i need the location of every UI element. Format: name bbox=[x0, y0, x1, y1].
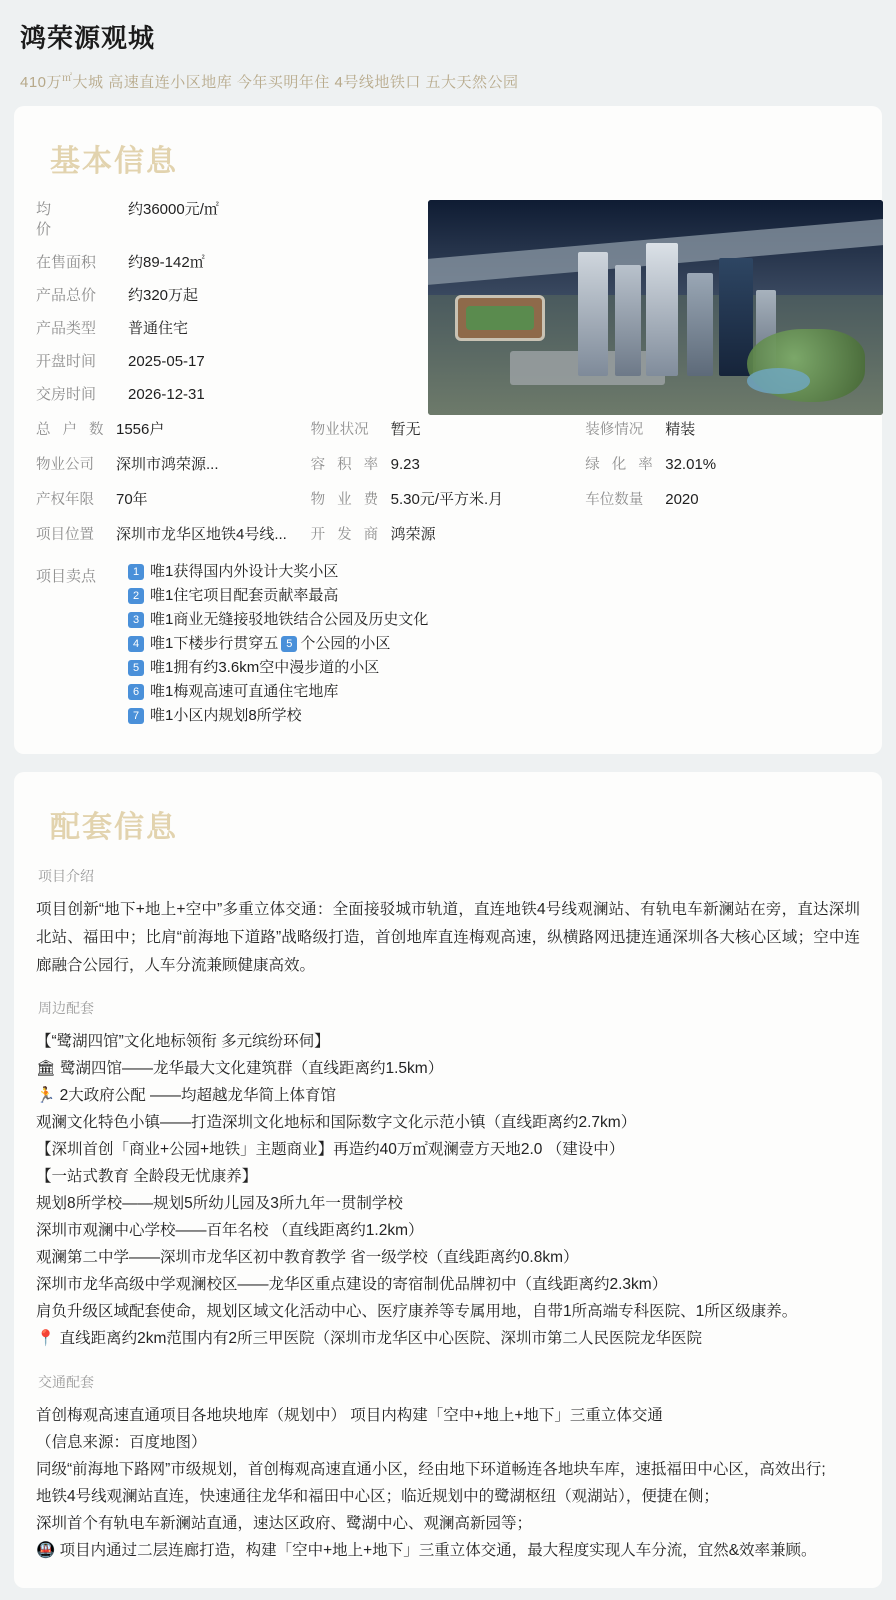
supporting-info-card bbox=[14, 772, 882, 1588]
info-value: 普通住宅 bbox=[128, 320, 189, 337]
point-text: 唯1住宅项目配套贡献率最高 bbox=[150, 587, 339, 604]
list-item: 规划8所学校——规划5所幼儿园及3所九年一贯制学校 bbox=[36, 1195, 403, 1212]
page-subtitle bbox=[20, 69, 876, 92]
point-number-badge: 2 bbox=[128, 588, 144, 604]
info-row bbox=[36, 286, 406, 306]
info-value: 鸿荣源 bbox=[390, 526, 436, 543]
selling-points bbox=[36, 562, 860, 730]
list-item: 【深圳首创「商业+公园+地铁」主题商业】再造约40万㎡观澜壹方天地2.0 （建设中） bbox=[36, 1141, 625, 1158]
project-intro-label: 项目介绍 bbox=[38, 868, 94, 884]
project-intro-text: 项目创新“地下+地上+空中”多重立体交通：全面接驳城市轨道，直连地铁4号线观澜站、有轨电车新澜站在旁，直达深圳北站、福田中；比肩“前海地下道路”战略级打造，首创地库直连梅观高速，纵横路网迅捷连通深圳各大核心区域；空中连廊融合公园行，人车分流兼顾健康高效。 bbox=[36, 901, 860, 974]
list-item: 首创梅观高速直通项目各地块地库（规划中） 项目内构建「空中+地上+地下」三重立体交通 bbox=[36, 1407, 663, 1424]
traffic-facilities-label: 交通配套 bbox=[38, 1374, 94, 1390]
info-label: 产品类型 bbox=[36, 320, 97, 337]
info-row bbox=[36, 420, 311, 440]
info-row bbox=[36, 455, 311, 475]
supporting-info-title: 配套信息 bbox=[50, 811, 178, 844]
info-value: 32.01% bbox=[665, 456, 717, 473]
info-row bbox=[36, 352, 406, 372]
point-text: 唯1商业无缝接驳地铁结合公园及历史文化 bbox=[150, 611, 429, 628]
basic-info-right-column bbox=[406, 200, 883, 418]
info-value: 1556户 bbox=[116, 421, 165, 438]
basic-info-title: 基本信息 bbox=[50, 145, 178, 178]
info-row bbox=[36, 385, 406, 405]
point-text-pre: 唯1下楼步行贯穿五 bbox=[150, 635, 279, 652]
info-label: 在售面积 bbox=[36, 254, 97, 271]
list-item bbox=[128, 682, 860, 702]
list-item: 观澜文化特色小镇——打造深圳文化地标和国际数字文化示范小镇（直线距离约2.7km） bbox=[36, 1114, 637, 1131]
point-text: 唯1小区内规划8所学校 bbox=[150, 707, 302, 724]
selling-points-list bbox=[128, 562, 860, 730]
info-label: 物 业 费 bbox=[310, 492, 383, 508]
list-item bbox=[128, 706, 860, 726]
info-label: 绿 化 率 bbox=[585, 457, 657, 473]
list-item: 【“鹭湖四馆”文化地标领衔 多元缤纷环伺】 bbox=[36, 1033, 330, 1050]
point-number-badge: 5 bbox=[128, 660, 144, 676]
list-item bbox=[128, 634, 860, 654]
info-row bbox=[311, 455, 586, 475]
info-row bbox=[36, 253, 406, 273]
info-value: 约320万起 bbox=[128, 287, 199, 304]
point-number-badge: 3 bbox=[128, 612, 144, 628]
info-label: 产品总价 bbox=[36, 287, 97, 304]
basic-info-card bbox=[14, 106, 882, 754]
info-row bbox=[36, 525, 311, 545]
info-value: 约89-142㎡ bbox=[128, 254, 205, 271]
selling-points-label: 项目卖点 bbox=[36, 568, 97, 585]
basic-info-grid bbox=[36, 420, 860, 560]
info-label: 车位数量 bbox=[585, 492, 644, 508]
info-row bbox=[36, 319, 406, 339]
list-item: 深圳市龙华高级中学观澜校区——龙华区重点建设的寄宿制优品牌初中（直线距离约2.3km） bbox=[36, 1276, 668, 1293]
info-label: 物业公司 bbox=[36, 457, 94, 473]
point-text: 唯1获得国内外设计大奖小区 bbox=[150, 563, 339, 580]
point-inline-badge: 5 bbox=[281, 636, 297, 652]
list-item: （信息来源：百度地图） bbox=[36, 1434, 207, 1451]
info-row bbox=[585, 420, 860, 440]
subtitle-rest: 大城 高速直连小区地库 今年买明年住 4号线地铁口 五大天然公园 bbox=[72, 74, 519, 91]
info-row bbox=[311, 525, 586, 545]
point-text-post: 个公园的小区 bbox=[300, 635, 391, 652]
project-photo bbox=[428, 200, 883, 415]
info-value: 深圳市龙华区地铁4号线... bbox=[116, 526, 287, 543]
list-item: 同级“前海地下路网”市级规划，首创梅观高速直通小区，经由地下环道畅连各地块车库，速抵福田中心区，高效出行; bbox=[36, 1461, 826, 1478]
list-item: 【一站式教育 全龄段无忧康养】 bbox=[36, 1168, 258, 1185]
list-item bbox=[128, 658, 860, 678]
info-label: 总 户 数 bbox=[36, 422, 108, 438]
point-number-badge: 6 bbox=[128, 684, 144, 700]
info-value: 暂无 bbox=[390, 421, 421, 438]
info-label: 容 积 率 bbox=[310, 457, 383, 473]
point-text: 唯1拥有约3.6km空中漫步道的小区 bbox=[150, 659, 380, 676]
info-label: 开 发 商 bbox=[310, 527, 383, 543]
info-label: 均 价 bbox=[36, 201, 109, 238]
list-item: 深圳首个有轨电车新澜站直通，速达区政府、鹭湖中心、观澜高新园等； bbox=[36, 1515, 533, 1532]
info-row bbox=[36, 200, 406, 240]
info-label: 产权年限 bbox=[36, 492, 94, 508]
point-number-badge: 1 bbox=[128, 564, 144, 580]
list-item: 观澜第二中学——深圳市龙华区初中教育教学 省一级学校（直线距离约0.8km） bbox=[36, 1249, 579, 1266]
point-number-badge: 4 bbox=[128, 636, 144, 652]
page-title: 鸿荣源观城 bbox=[20, 23, 156, 53]
info-value: 2025-05-17 bbox=[128, 353, 205, 370]
info-row bbox=[585, 455, 860, 475]
info-label: 装修情况 bbox=[585, 422, 644, 438]
info-label: 物业状况 bbox=[310, 422, 369, 438]
info-label: 交房时间 bbox=[36, 386, 97, 403]
info-value: 深圳市鸿荣源... bbox=[116, 456, 219, 473]
traffic-facilities-list bbox=[36, 1402, 860, 1564]
around-facilities-list bbox=[36, 1028, 860, 1352]
info-value: 2020 bbox=[665, 491, 699, 508]
info-row bbox=[36, 490, 311, 510]
basic-info-left-column bbox=[36, 200, 406, 418]
list-item: 深圳市观澜中心学校——百年名校 （直线距离约1.2km） bbox=[36, 1222, 424, 1239]
list-item bbox=[128, 586, 860, 606]
info-value: 9.23 bbox=[390, 456, 420, 473]
list-item: 📍 直线距离约2km范围内有2所三甲医院（深圳市龙华区中心医院、深圳市第二人民医院龙华医院 bbox=[36, 1330, 703, 1347]
subtitle-unit: ㎡ bbox=[62, 73, 73, 84]
list-item bbox=[128, 610, 860, 630]
list-item bbox=[128, 562, 860, 582]
around-facilities-label: 周边配套 bbox=[38, 1000, 94, 1016]
info-value: 精装 bbox=[665, 421, 696, 438]
info-value: 70年 bbox=[116, 491, 148, 508]
list-item: 地铁4号线观澜站直连，快速通往龙华和福田中心区；临近规划中的鹭湖枢纽（观湖站），便捷在侧； bbox=[36, 1488, 719, 1505]
list-item: 🏛 鹭湖四馆——龙华最大文化建筑群（直线距离约1.5km） bbox=[36, 1060, 444, 1077]
info-value: 2026-12-31 bbox=[128, 386, 205, 403]
info-row bbox=[311, 490, 586, 510]
point-number-badge: 7 bbox=[128, 708, 144, 724]
subtitle-area: 410万 bbox=[20, 74, 63, 91]
page-header bbox=[0, 0, 896, 106]
list-item: 🚇 项目内通过二层连廊打造，构建「空中+地上+地下」三重立体交通，最大程度实现人车分流，宜然&效率兼顾。 bbox=[36, 1542, 817, 1559]
info-row bbox=[585, 490, 860, 510]
list-item: 🏃 2大政府公配 ——均超越龙华简上体育馆 bbox=[36, 1087, 337, 1104]
list-item: 肩负升级区域配套使命，规划区域文化活动中心、医疗康养等专属用地，自带1所高端专科医院、1所区级康养。 bbox=[36, 1303, 798, 1320]
basic-info-top bbox=[36, 200, 860, 418]
point-text: 唯1梅观高速可直通住宅地库 bbox=[150, 683, 339, 700]
info-value: 5.30元/平方米.月 bbox=[390, 491, 504, 508]
info-label: 项目位置 bbox=[36, 527, 94, 543]
info-label: 开盘时间 bbox=[36, 353, 97, 370]
info-value: 约36000元/㎡ bbox=[128, 201, 219, 218]
info-row bbox=[311, 420, 586, 440]
